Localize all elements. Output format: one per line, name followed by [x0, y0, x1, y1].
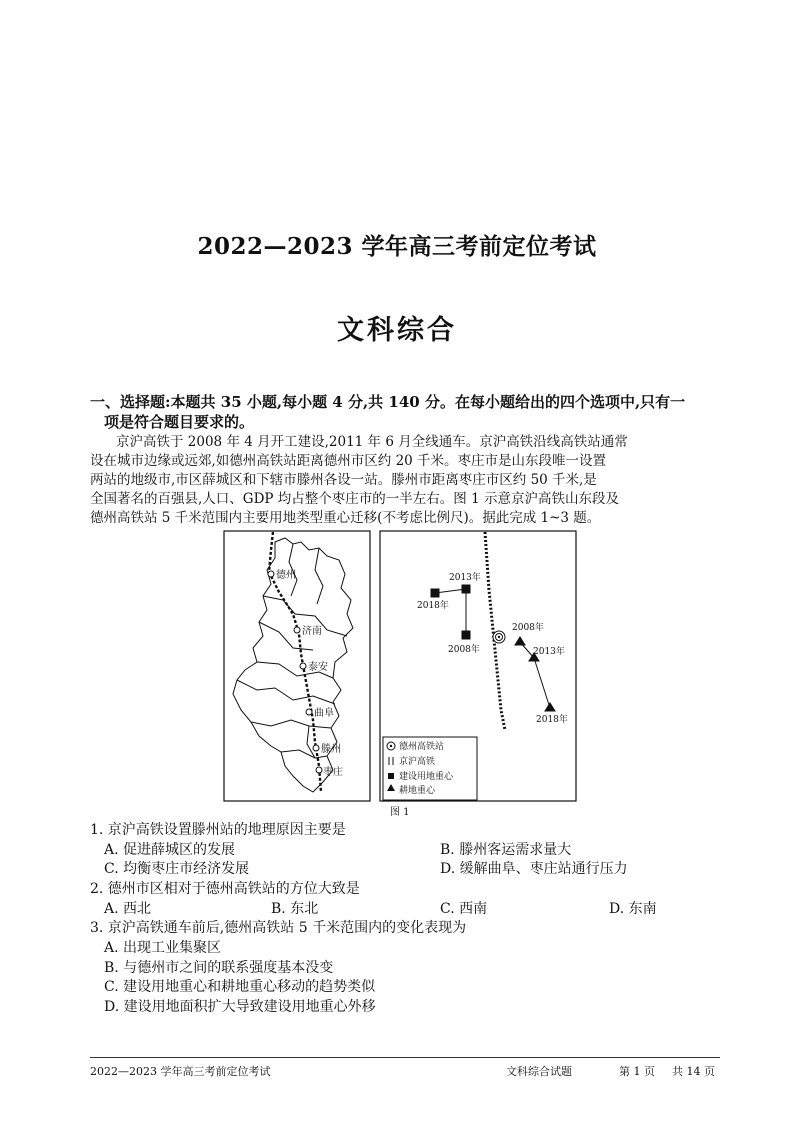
legend [383, 737, 477, 800]
section-heading [90, 392, 720, 432]
question-2-stem: 2. 德州市区相对于德州高铁站的方位大致是 [90, 881, 360, 897]
railway-line-detail [485, 532, 505, 730]
legend-farmland-label: 耕地重心 [399, 786, 436, 796]
passage-line: 京沪高铁于 2008 年 4 月开工建设,2011 年 6 月全线通车。京沪高铁沿线高铁站通常 [116, 434, 628, 450]
footer-exam-name: 2022—2023 学年高三考前定位考试 [90, 1065, 271, 1078]
question-2-option-a[interactable]: A. 西北 [104, 901, 152, 917]
question-2-option-c[interactable]: C. 西南 [440, 901, 488, 917]
question-1-stem: 1. 京沪高铁设置滕州站的地理原因主要是 [90, 822, 346, 838]
built-centroid-track [431, 585, 470, 639]
built-centroid-2013 [462, 585, 470, 593]
map-panel [224, 531, 370, 801]
farmland-centroid-2008 [515, 637, 525, 645]
year-label: 2013年 [449, 573, 481, 583]
passage-line: 德州高铁站 5 千米范围内主要用地类型重心迁移(不考虑比例尺)。据此完成 1~3 题。 [90, 510, 601, 526]
section-heading-line-2: 项是符合题目要求的。 [104, 413, 255, 431]
built-centroid-2018 [431, 589, 439, 597]
figure-1 [223, 530, 577, 802]
question-1-option-d[interactable]: D. 缓解曲阜、枣庄站通行压力 [440, 861, 628, 877]
city-label: 滕州 [321, 744, 341, 755]
city-label: 德州 [276, 570, 296, 581]
passage-line: 设在城市边缘或远郊,如德州高铁站距离德州市区约 20 千米。枣庄市是山东段唯一设置 [90, 453, 607, 469]
year-label: 2013年 [533, 647, 565, 657]
year-label: 2018年 [417, 601, 449, 611]
station-zaozhuang [316, 767, 322, 773]
year-label: 2008年 [512, 623, 544, 633]
city-label: 泰安 [308, 662, 328, 673]
passage-line: 两站的地级市,市区薛城区和下辖市滕州各设一站。滕州市距离枣庄市区约 50 千米,是 [90, 472, 597, 488]
legend-built-label: 建设用地重心 [399, 772, 454, 782]
legend-railway-label: 京沪高铁 [399, 757, 436, 767]
city-label: 济南 [302, 626, 322, 637]
dezhou-station-symbol [493, 631, 505, 643]
figure-caption: 图 1 [390, 807, 410, 818]
section-heading-line-1: 一、选择题:本题共 35 小题,每小题 4 分,共 140 分。在每小题给出的四个选项中,只有一 [90, 393, 686, 411]
footer-divider [90, 1057, 720, 1058]
question-1-option-b[interactable]: B. 滕州客运需求量大 [440, 842, 572, 858]
station-qufu [306, 709, 312, 715]
exam-title: 2022—2023 学年高三考前定位考试 [197, 233, 597, 260]
question-3-option-d[interactable]: D. 建设用地面积扩大导致建设用地重心外移 [104, 999, 376, 1015]
question-3-option-c[interactable]: C. 建设用地重心和耕地重心移动的趋势类似 [104, 979, 376, 995]
station-jinan [294, 627, 300, 633]
built-centroid-2008 [462, 631, 470, 639]
question-2-option-d[interactable]: D. 东南 [609, 901, 657, 917]
station-tengzhou [313, 745, 319, 751]
question-1-option-a[interactable]: A. 促进薛城区的发展 [104, 842, 236, 858]
question-1-option-c[interactable]: C. 均衡枣庄市经济发展 [104, 861, 250, 877]
footer-page-number: 第 1 页 [619, 1065, 655, 1078]
question-3-option-a[interactable]: A. 出现工业集聚区 [104, 940, 222, 956]
passage [90, 433, 720, 528]
year-label: 2018年 [536, 715, 568, 725]
legend-station-label: 德州高铁站 [399, 742, 445, 752]
city-label: 枣庄 [323, 767, 343, 778]
station-dezhou [268, 571, 274, 577]
station-taian [300, 663, 306, 669]
subject-title: 文科综合 [337, 315, 457, 346]
year-label: 2008年 [448, 645, 480, 655]
question-3-stem: 3. 京沪高铁通车前后,德州高铁站 5 千米范围内的变化表现为 [90, 920, 467, 936]
city-label: 曲阜 [314, 708, 334, 719]
passage-line: 全国著名的百强县,人口、GDP 均占整个枣庄市的一半左右。图 1 示意京沪高铁山东段及 [90, 491, 619, 507]
footer-paper-name: 文科综合试题 [506, 1065, 572, 1078]
farmland-centroid-2018 [545, 703, 555, 711]
footer-total-pages: 共 14 页 [672, 1065, 715, 1078]
question-3-option-b[interactable]: B. 与德州市之间的联系强度基本没变 [104, 960, 334, 976]
question-2-option-b[interactable]: B. 东北 [271, 901, 319, 917]
